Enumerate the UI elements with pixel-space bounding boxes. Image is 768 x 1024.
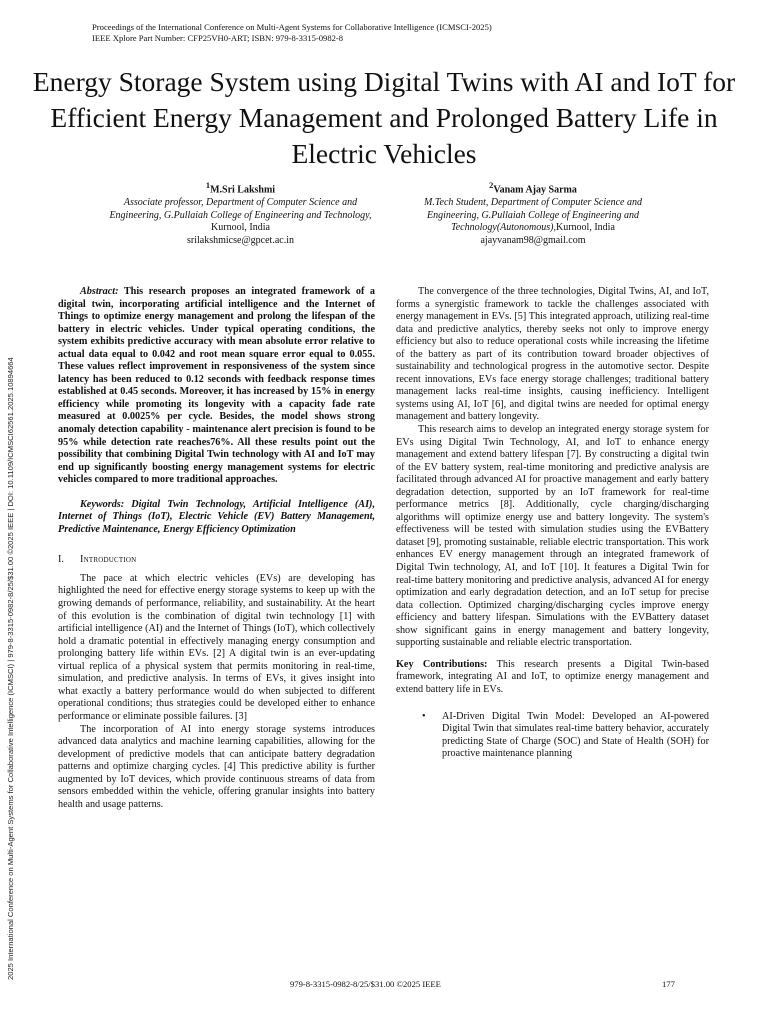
author-1-email: srilakshmicse@gpcet.ac.in: [187, 234, 294, 246]
conference-header: [92, 22, 492, 44]
keywords: Keywords: Digital Twin Technology, Artificial Intelligence (AI), Internet of Things (IoT), Electric Vehicle (EV) Battery Management, Predictive Maintenance, Energy Efficiency Optimization: [58, 498, 375, 535]
author-2-name: Vanam Ajay Sarma: [493, 184, 577, 196]
bullet-icon: •: [422, 710, 426, 722]
author-block-1: [98, 180, 383, 247]
page-number: 177: [662, 979, 675, 989]
intro-paragraph-3: The convergence of the three technologies, Digital Twins, AI, and IoT, forms a synergistic framework to tackle the challenges associated with energy management in EVs. [5] This integrated approach, utilizing real-time data and predictive analytics, thereby seeks not only to improve energy efficiency but also to reduce operational costs while increasing the lifetime of the battery as part of its contribution toward broader objectives of sustainability and technological progress in the automotive sector. Despite recent innovations, EVs face energy storage challenges; traditional battery management lacks real-time insights, causing inefficiency. Intelligent systems using AI, IoT [6], and digital twins are needed for optimal energy management and battery longevity.: [396, 286, 709, 423]
abstract-label: Abstract:: [80, 286, 119, 297]
author-1-name: M.Sri Lakshmi: [210, 184, 276, 196]
author-2-superscript: 2: [489, 181, 494, 190]
author-2-affiliation: M.Tech Student, Department of Computer Science and Engineering, G.Pullaiah College of Engineering and Technology(Autonomous),: [424, 196, 642, 234]
right-column: [396, 286, 709, 761]
bullet-text: AI-Driven Digital Twin Model: Developed an AI-powered Digital Twin that simulates real-time battery behavior, accurately predicting State of Charge (SOC) and State of Health (SOH) for proactive maintenance planning: [442, 710, 709, 760]
section-number: I.: [58, 554, 64, 566]
section-heading-introduction: [58, 554, 375, 567]
author-1-location: Kurnool, India: [211, 222, 270, 234]
paper-title: Energy Storage System using Digital Twins with AI and IoT for Efficient Energy Management and Prolonged Battery Life in Electric Vehicles: [32, 66, 736, 169]
author-block-2: [398, 180, 668, 247]
key-contributions: [396, 659, 709, 697]
key-contributions-text: This research presents a Digital Twin-based framework, integrating AI and IoT, to optimize energy management and extend battery life in EVs.: [396, 658, 709, 695]
author-1-superscript: 1: [205, 181, 211, 190]
intro-paragraph-2: The incorporation of AI into energy storage systems introduces advanced data analytics and machine learning capabilities, allowing for the development of predictive models that can anticipate battery degradation patterns and optimize charging cycles. [4] This predictive ability is further augmented by IoT devices, which provide continuous streams of data from sensors embedded within the vehicle, offering granular insights into battery health and usage patterns.: [58, 723, 375, 810]
section-title: Introduction: [80, 554, 137, 566]
intro-paragraph-4: This research aims to develop an integrated energy storage system for EVs using Digital Twin Technology, AI, and IoT to enhance energy management and extend battery lifespan [7]. By constructing a digital twin of the EV battery system, real-time monitoring and predictive analysis are facilitated through advanced AI for proactive management and early battery degradation detection, supported by an IoT framework for real-time performance metrics [8]. Additionally, cycle charging/discharging algorithms will optimize energy use and battery longevity. The system's effectiveness will be tested with simulation studies using the EVBattery dataset [9], promoting sustainable, reliable electric transportation. This work enhances EV energy management through an integrated framework of Digital Twin technology, AI, and IoT [10]. It features a Digital Twin for real-time battery monitoring and predictive analysis, advanced AI for energy optimization and early degradation detection, and an IoT setup for precise data collection. Optimized charging/discharging cycles improve energy efficiency and battery lifespan. Simulations with the EVBattery dataset show significant gains in energy management and battery longevity, supporting sustainable and reliable electric transportation.: [396, 424, 709, 649]
list-item: [396, 711, 709, 761]
abstract-text: This research proposes an integrated framework of a digital twin, incorporating artificial intelligence and the Internet of Things to optimize energy management and prolong the lifespan of the battery in electric vehicles. Under typical operating conditions, the system exhibits predictive accuracy with mean absolute error relative to actual data equal to 0.042 and root mean square error equal to 0.055. These values reflect improvement in responsiveness of the system since latency has been reduced to 0.12 seconds with feedback response times established at 0.45 seconds. Moreover, it has increased by 15% in energy efficiency while promoting its longevity with a capacity fade rate measured at 0.0025% per cycle. Besides, the model shows strong anomaly detection capability - maintenance alert precision is found to be 95% while detection rate reaches76%. All these results point out the possibility that combining Digital Twin technology with AI and IoT may end up significantly boosting energy management systems for electric vehicles compared to more traditional approaches.: [58, 286, 375, 486]
author-2-location: Kurnool, India: [556, 222, 615, 234]
left-column: [58, 286, 375, 811]
author-1-affiliation: Associate professor, Department of Computer Science and Engineering, G.Pullaiah College of Engineering and Technology,: [109, 196, 372, 221]
author-2-email: ajayvanam98@gmail.com: [480, 234, 586, 246]
key-contributions-label: Key Contributions:: [396, 658, 488, 670]
intro-paragraph-1: The pace at which electric vehicles (EVs) are developing has highlighted the need for effective energy storage systems to keep up with the growing demands of performance, reliability, and sustainability. At the heart of this evolution is the combination of digital twin technology [1] with artificial intelligence (AI) and the Internet of Things (IoT), which collectively hold a dramatic potential in effectively managing energy consumption and prolonging battery life within EVs. [2] A digital twin is an ever-updating virtual replica of a physical system that permits monitoring in real-time, simulation, and predictive analysis. In terms of EVs, it gives insight into what exactly a battery performance would do when subjected to different operational conditions; thus strategies could be developed either to enhance performance or eliminate possible failures. [3]: [58, 572, 375, 722]
proceedings-line: Proceedings of the International Conference on Multi-Agent Systems for Collaborative Intelligence (ICMSCI-2025): [92, 22, 492, 32]
abstract: [58, 286, 375, 487]
doi-sidebar: 2025 International Conference on Multi-Agent Systems for Collaborative Intelligence (ICMSCI) | 979-8-3315-0982-8/25/$31.00 ©2025 IEEE | DOI: 10.1109/ICMSCI62561.2025.10894664: [6, 357, 15, 980]
contribution-list: [396, 711, 709, 761]
footer-copyright: 979-8-3315-0982-8/25/$31.00 ©2025 IEEE: [290, 979, 441, 989]
xplore-line: IEEE Xplore Part Number: CFP25VH0-ART; ISBN: 979-8-3315-0982-8: [92, 33, 344, 43]
